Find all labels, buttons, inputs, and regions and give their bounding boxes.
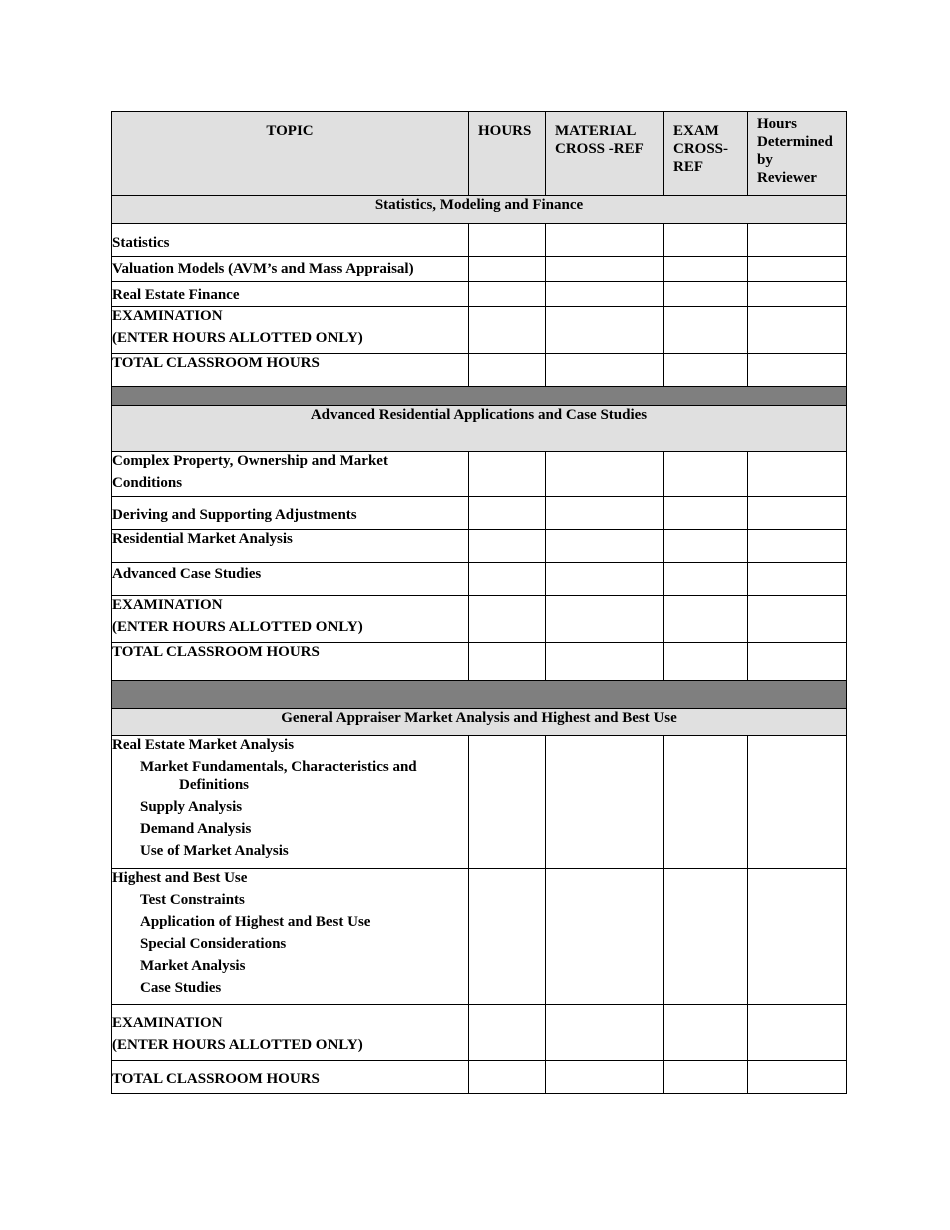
table-row: [112, 307, 847, 354]
reviewer-hours-header: [748, 112, 847, 196]
reviewer-cell[interactable]: [748, 869, 847, 1005]
exam-cell[interactable]: [664, 354, 748, 387]
reviewer-cell[interactable]: [748, 307, 847, 354]
topic-valuation-models: Valuation Models (AVM’s and Mass Appraisal): [112, 257, 469, 282]
reviewer-cell[interactable]: [748, 596, 847, 643]
table-row: [112, 257, 847, 282]
reviewer-cell[interactable]: [748, 530, 847, 563]
examination-label: EXAMINATION: [112, 597, 223, 613]
table-row: [112, 736, 847, 869]
topic-complex-property: [112, 452, 469, 497]
hours-cell[interactable]: [469, 354, 546, 387]
table-row: [112, 224, 847, 257]
hours-cell[interactable]: [469, 497, 546, 530]
market-analysis-heading: Real Estate Market Analysis: [112, 737, 295, 753]
topic-statistics: Statistics: [112, 224, 469, 257]
exam-cell[interactable]: [664, 497, 748, 530]
section-title-statistics: Statistics, Modeling and Finance: [112, 196, 847, 224]
material-cell[interactable]: [546, 307, 664, 354]
section-divider: [112, 387, 847, 406]
exam-header-line-1: EXAM: [673, 123, 719, 139]
exam-cross-ref-header: [664, 112, 748, 196]
exam-cell[interactable]: [664, 643, 748, 681]
topic-total-classroom-hours: TOTAL CLASSROOM HOURS: [112, 643, 469, 681]
table-row: [112, 497, 847, 530]
examination-note: (ENTER HOURS ALLOTTED ONLY): [112, 1037, 363, 1053]
exam-cell[interactable]: [664, 282, 748, 307]
hours-cell[interactable]: [469, 282, 546, 307]
reviewer-cell[interactable]: [748, 257, 847, 282]
hours-cell[interactable]: [469, 307, 546, 354]
material-cross-ref-header: [546, 112, 664, 196]
reviewer-header-line-3: by: [757, 152, 773, 168]
table-row: [112, 354, 847, 387]
reviewer-cell[interactable]: [748, 1005, 847, 1061]
section-divider: [112, 681, 847, 709]
table-row: [112, 282, 847, 307]
material-cell[interactable]: [546, 497, 664, 530]
topic-examination: [112, 596, 469, 643]
reviewer-cell[interactable]: [748, 643, 847, 681]
examination-note: (ENTER HOURS ALLOTTED ONLY): [112, 619, 363, 635]
exam-cell[interactable]: [664, 307, 748, 354]
exam-cell[interactable]: [664, 452, 748, 497]
subtopic-use-of-market-analysis: Use of Market Analysis: [140, 843, 289, 859]
exam-cell[interactable]: [664, 736, 748, 869]
topic-real-estate-market-analysis: [112, 736, 469, 869]
material-cell[interactable]: [546, 643, 664, 681]
section-title-advanced-residential: Advanced Residential Applications and Case Studies: [112, 406, 847, 452]
hours-cell[interactable]: [469, 1061, 546, 1094]
material-cell[interactable]: [546, 1005, 664, 1061]
hours-cell[interactable]: [469, 869, 546, 1005]
material-header-line-2: CROSS -REF: [555, 141, 644, 157]
material-cell[interactable]: [546, 869, 664, 1005]
material-cell[interactable]: [546, 563, 664, 596]
material-cell[interactable]: [546, 224, 664, 257]
subtopic-special-considerations: Special Considerations: [140, 936, 287, 952]
market-fundamentals-line-2: Definitions: [179, 777, 250, 793]
course-hours-table: [111, 111, 847, 1094]
material-cell[interactable]: [546, 282, 664, 307]
complex-property-line-2: Conditions: [112, 475, 183, 491]
reviewer-cell[interactable]: [748, 497, 847, 530]
table-row: [112, 563, 847, 596]
reviewer-cell[interactable]: [748, 736, 847, 869]
examination-note: (ENTER HOURS ALLOTTED ONLY): [112, 330, 363, 346]
reviewer-cell[interactable]: [748, 452, 847, 497]
exam-cell[interactable]: [664, 1005, 748, 1061]
hours-cell[interactable]: [469, 452, 546, 497]
material-cell[interactable]: [546, 530, 664, 563]
header-row: [112, 112, 847, 196]
material-header-line-1: MATERIAL: [555, 123, 637, 139]
topic-real-estate-finance: Real Estate Finance: [112, 282, 469, 307]
table-row: [112, 596, 847, 643]
material-cell[interactable]: [546, 257, 664, 282]
topic-total-classroom-hours: TOTAL CLASSROOM HOURS: [112, 1061, 469, 1094]
exam-cell[interactable]: [664, 869, 748, 1005]
topic-residential-market-analysis: Residential Market Analysis: [112, 530, 469, 563]
topic-advanced-case-studies: Advanced Case Studies: [112, 563, 469, 596]
table-row: [112, 452, 847, 497]
hours-cell[interactable]: [469, 224, 546, 257]
topic-examination: [112, 1005, 469, 1061]
table-row: [112, 869, 847, 1005]
hours-cell[interactable]: [469, 563, 546, 596]
complex-property-line-1: Complex Property, Ownership and Market: [112, 453, 388, 469]
exam-header-line-2: CROSS-: [673, 141, 729, 157]
hours-cell[interactable]: [469, 257, 546, 282]
examination-label: EXAMINATION: [112, 1015, 223, 1031]
hours-cell[interactable]: [469, 736, 546, 869]
exam-cell[interactable]: [664, 530, 748, 563]
exam-cell[interactable]: [664, 563, 748, 596]
hours-cell[interactable]: [469, 1005, 546, 1061]
examination-label: EXAMINATION: [112, 308, 223, 324]
reviewer-cell[interactable]: [748, 563, 847, 596]
exam-cell[interactable]: [664, 1061, 748, 1094]
reviewer-cell[interactable]: [748, 282, 847, 307]
hours-cell[interactable]: [469, 643, 546, 681]
topic-total-classroom-hours: TOTAL CLASSROOM HOURS: [112, 354, 469, 387]
reviewer-header-line-1: Hours: [757, 116, 798, 132]
topic-examination: [112, 307, 469, 354]
topic-header: TOPIC: [112, 112, 469, 196]
material-cell[interactable]: [546, 452, 664, 497]
subtopic-market-analysis: Market Analysis: [140, 958, 246, 974]
hbu-heading: Highest and Best Use: [112, 870, 248, 886]
exam-cell[interactable]: [664, 224, 748, 257]
subtopic-test-constraints: Test Constraints: [140, 892, 245, 908]
subtopic-case-studies: Case Studies: [140, 980, 222, 996]
hours-header: HOURS: [469, 112, 546, 196]
material-cell[interactable]: [546, 354, 664, 387]
reviewer-header-line-4: Reviewer: [757, 170, 817, 186]
market-fundamentals-line-1: Market Fundamentals, Characteristics and: [140, 759, 417, 775]
subtopic-application-hbu: Application of Highest and Best Use: [140, 914, 371, 930]
reviewer-cell[interactable]: [748, 354, 847, 387]
material-cell[interactable]: [546, 1061, 664, 1094]
table-row: [112, 1005, 847, 1061]
exam-cell[interactable]: [664, 257, 748, 282]
hours-cell[interactable]: [469, 596, 546, 643]
table-row: [112, 1061, 847, 1094]
reviewer-cell[interactable]: [748, 1061, 847, 1094]
material-cell[interactable]: [546, 736, 664, 869]
hours-cell[interactable]: [469, 530, 546, 563]
reviewer-cell[interactable]: [748, 224, 847, 257]
material-cell[interactable]: [546, 596, 664, 643]
reviewer-header-line-2: Determined: [757, 134, 833, 150]
subtopic-supply-analysis: Supply Analysis: [140, 799, 243, 815]
section-title-market-analysis-hbu: General Appraiser Market Analysis and Highest and Best Use: [112, 709, 847, 736]
exam-cell[interactable]: [664, 596, 748, 643]
exam-header-line-3: REF: [673, 159, 703, 175]
topic-highest-and-best-use: [112, 869, 469, 1005]
topic-deriving-adjustments: Deriving and Supporting Adjustments: [112, 497, 469, 530]
table-row: [112, 530, 847, 563]
table-row: [112, 643, 847, 681]
subtopic-demand-analysis: Demand Analysis: [140, 821, 252, 837]
